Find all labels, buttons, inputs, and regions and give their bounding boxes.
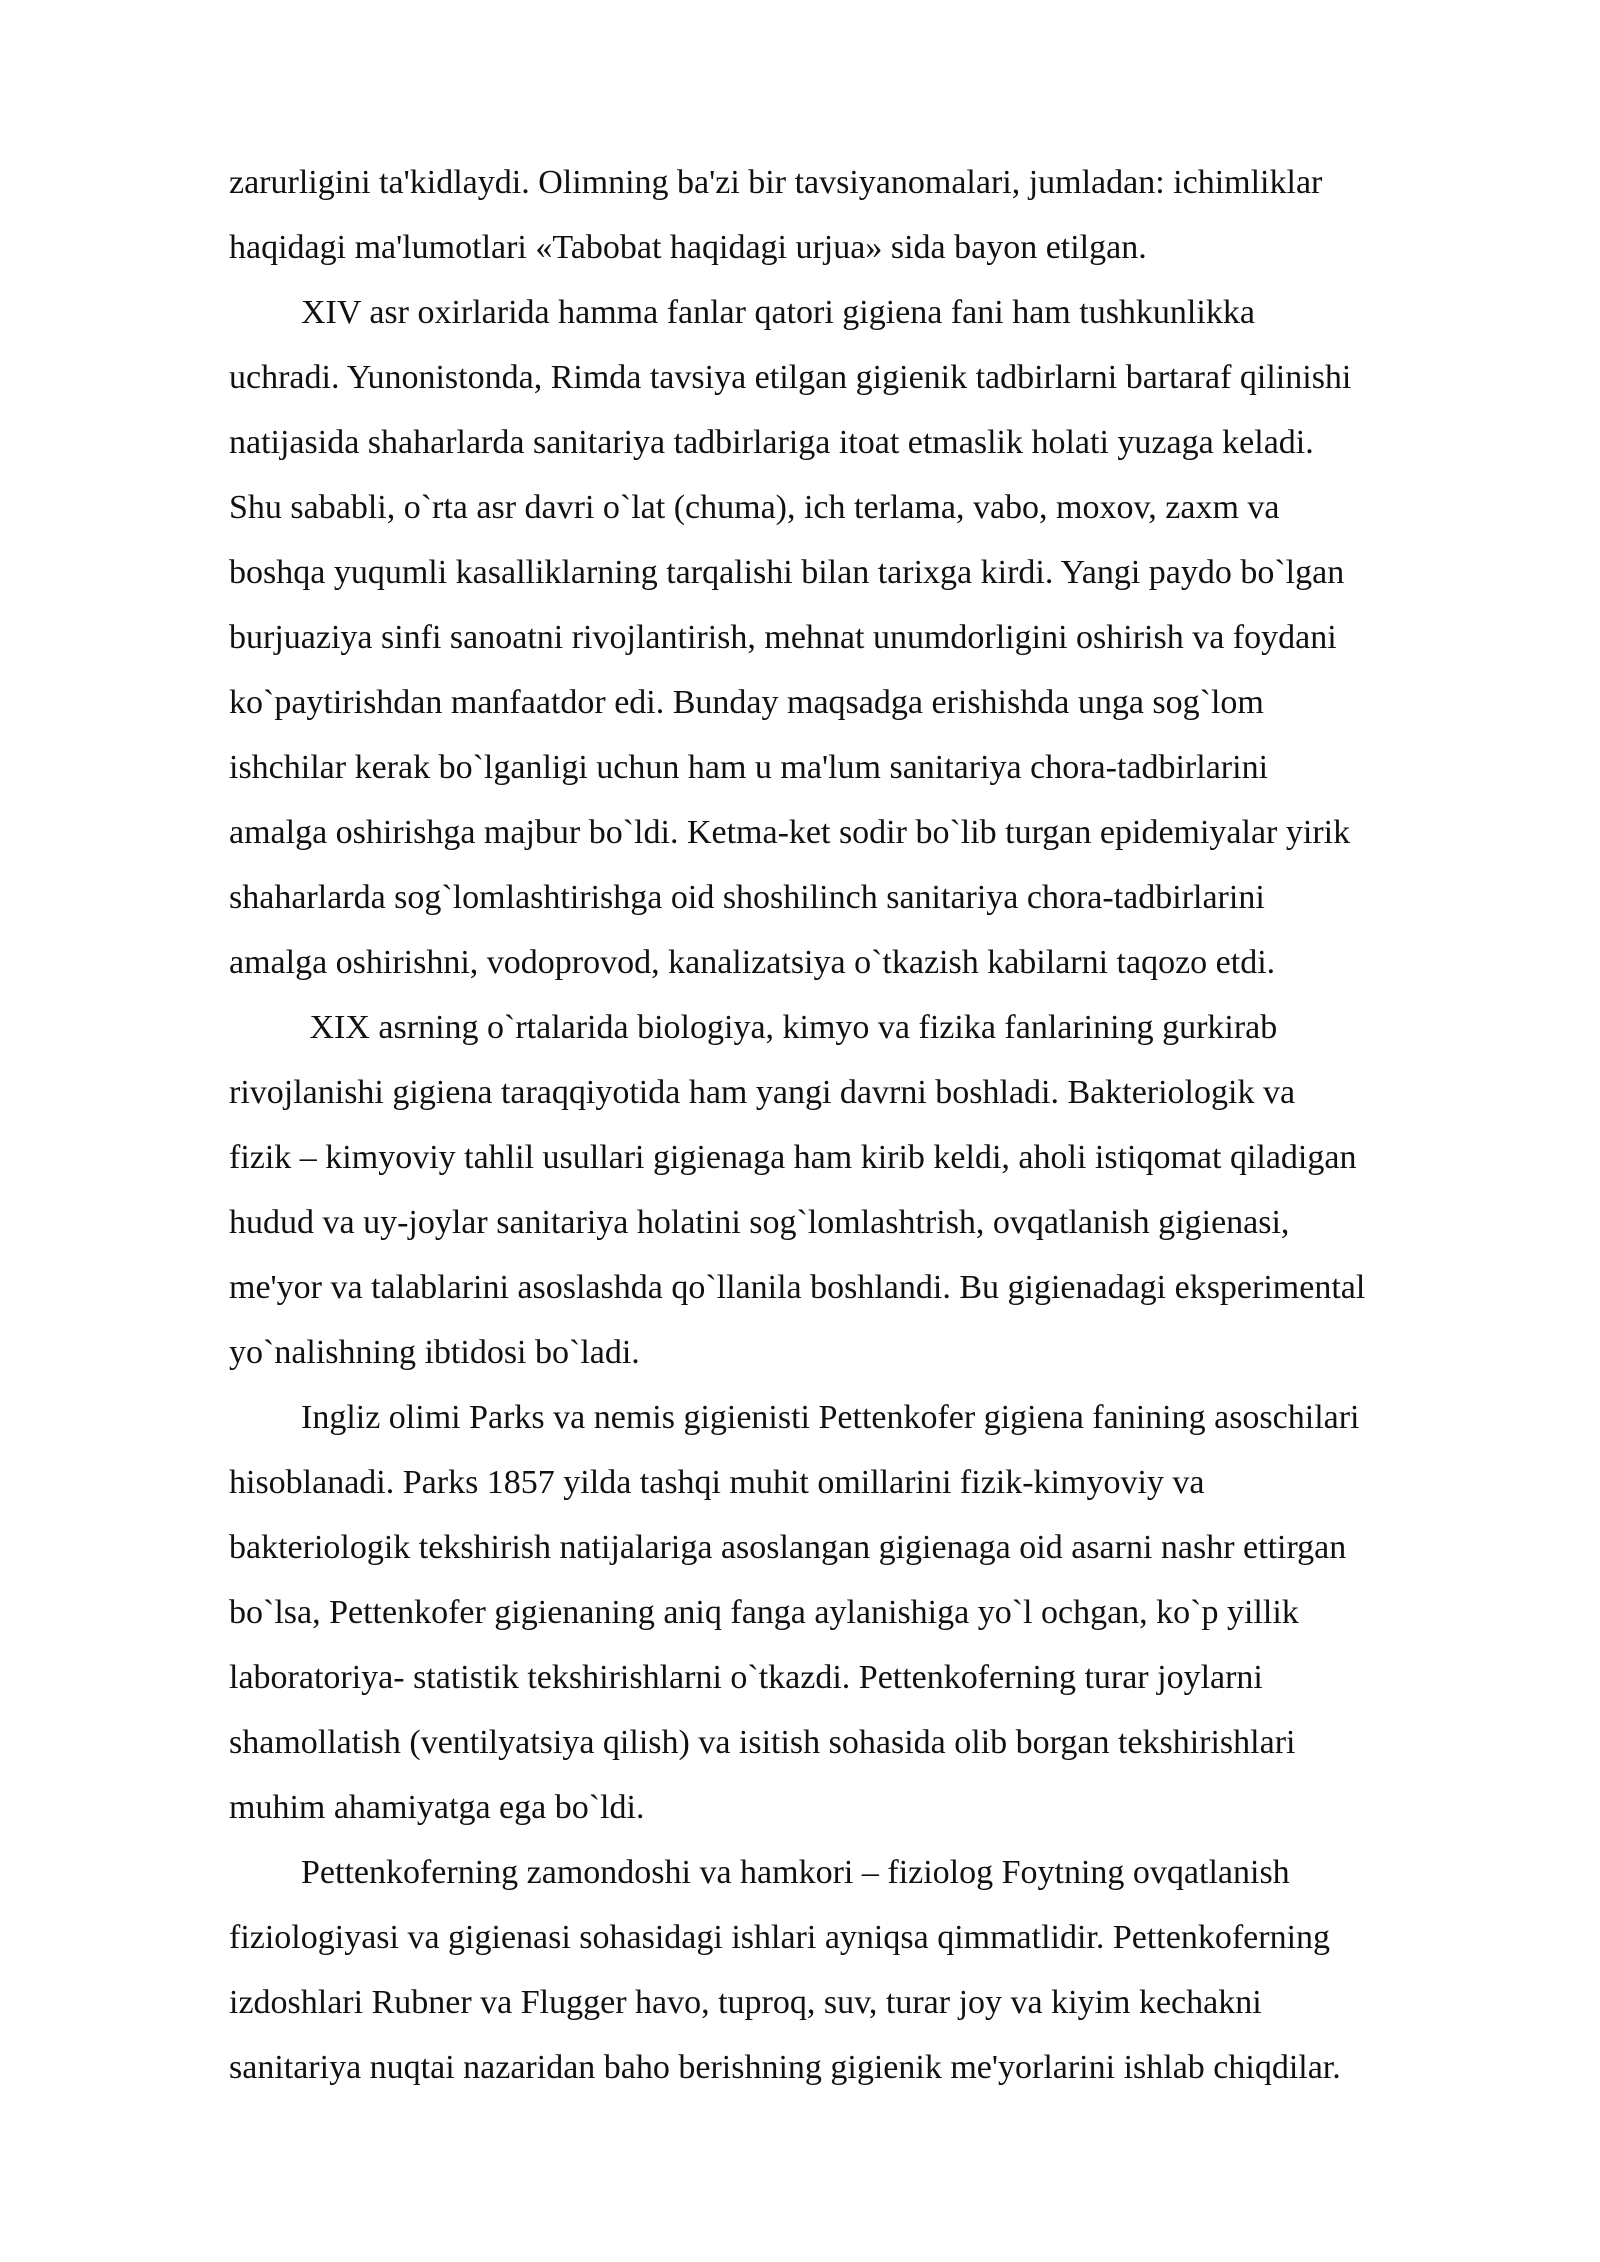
- text-line: fiziologiyasi va gigienasi sohasidagi ishlari ayniqsa qimmatlidir. Pettenkoferning: [229, 1919, 1331, 1956]
- text-line: bakteriologik tekshirish natijalariga asoslangan gigienaga oid asarni nashr ettirgan: [229, 1529, 1347, 1566]
- text-line: hudud va uy-joylar sanitariya holatini sog`lomlashtrish, ovqatlanish gigienasi,: [229, 1204, 1290, 1241]
- paragraph-1: [229, 150, 1494, 280]
- text-line: bo`lsa, Pettenkofer gigienaning aniq fanga aylanishiga yo`l ochgan, ko`p yillik: [229, 1594, 1299, 1631]
- text-line: natijasida shaharlarda sanitariya tadbirlariga itoat etmaslik holati yuzaga keladi.: [229, 424, 1314, 461]
- text-line: uchradi. Yunonistonda, Rimda tavsiya etilgan gigienik tadbirlarni bartaraf qilinishi: [229, 359, 1352, 396]
- text-line: zarurligini ta'kidlaydi. Olimning ba'zi bir tavsiyanomalari, jumladan: ichimliklar: [229, 164, 1323, 201]
- text-line: hisoblanadi. Parks 1857 yilda tashqi muhit omillarini fizik-kimyoviy va: [229, 1464, 1205, 1501]
- text-line: haqidagi ma'lumotlari «Tabobat haqidagi urjua» sida bayon etilgan.: [229, 229, 1147, 266]
- text-line: boshqa yuqumli kasalliklarning tarqalishi bilan tarixga kirdi. Yangi paydo bo`lgan: [229, 554, 1345, 591]
- text-line: shaharlarda sog`lomlashtirishga oid shoshilinch sanitariya chora-tadbirlarini: [229, 879, 1265, 916]
- text-line: ishchilar kerak bo`lganligi uchun ham u ma'lum sanitariya chora-tadbirlarini: [229, 749, 1269, 786]
- text-line: XIV asr oxirlarida hamma fanlar qatori gigiena fani ham tushkunlikka: [301, 294, 1255, 331]
- text-line: burjuaziya sinfi sanoatni rivojlantirish, mehnat unumdorligini oshirish va foydani: [229, 619, 1337, 656]
- paragraph-4: [229, 1385, 1494, 1840]
- text-line: fizik – kimyoviy tahlil usullari gigienaga ham kirib keldi, aholi istiqomat qiladigan: [229, 1139, 1357, 1176]
- paragraph-3: [229, 995, 1494, 1385]
- text-line: yo`nalishning ibtidosi bo`ladi.: [229, 1334, 640, 1371]
- text-line: Pettenkoferning zamondoshi va hamkori – fiziolog Foytning ovqatlanish: [301, 1854, 1290, 1891]
- text-line: Ingliz olimi Parks va nemis gigienisti Pettenkofer gigiena fanining asoschilari: [301, 1399, 1360, 1436]
- text-line: sanitariya nuqtai nazaridan baho berishning gigienik me'yorlarini ishlab chiqdilar.: [229, 2049, 1341, 2086]
- text-line: me'yor va talablarini asoslashda qo`llanila boshlandi. Bu gigienadagi eksperimental: [229, 1269, 1366, 1306]
- text-line: laboratoriya- statistik tekshirishlarni o`tkazdi. Pettenkoferning turar joylarni: [229, 1659, 1263, 1696]
- text-line: izdoshlari Rubner va Flugger havo, tuproq, suv, turar joy va kiyim kechakni: [229, 1984, 1262, 2021]
- document-body: [229, 150, 1494, 2100]
- text-line: XIX asrning o`rtalarida biologiya, kimyo va fizika fanlarining gurkirab: [301, 1009, 1278, 1046]
- text-line: muhim ahamiyatga ega bo`ldi.: [229, 1789, 645, 1826]
- text-line: shamollatish (ventilyatsiya qilish) va isitish sohasida olib borgan tekshirishlari: [229, 1724, 1296, 1761]
- text-line: amalga oshirishga majbur bo`ldi. Ketma-ket sodir bo`lib turgan epidemiyalar yirik: [229, 814, 1351, 851]
- text-line: Shu sababli, o`rta asr davri o`lat (chuma), ich terlama, vabo, moxov, zaxm va: [229, 489, 1280, 526]
- paragraph-5: [229, 1840, 1494, 2100]
- paragraph-2: [229, 280, 1494, 995]
- text-line: amalga oshirishni, vodoprovod, kanalizatsiya o`tkazish kabilarni taqozo etdi.: [229, 944, 1276, 981]
- text-line: rivojlanishi gigiena taraqqiyotida ham yangi davrni boshladi. Bakteriologik va: [229, 1074, 1296, 1111]
- text-line: ko`paytirishdan manfaatdor edi. Bunday maqsadga erishishda unga sog`lom: [229, 684, 1264, 721]
